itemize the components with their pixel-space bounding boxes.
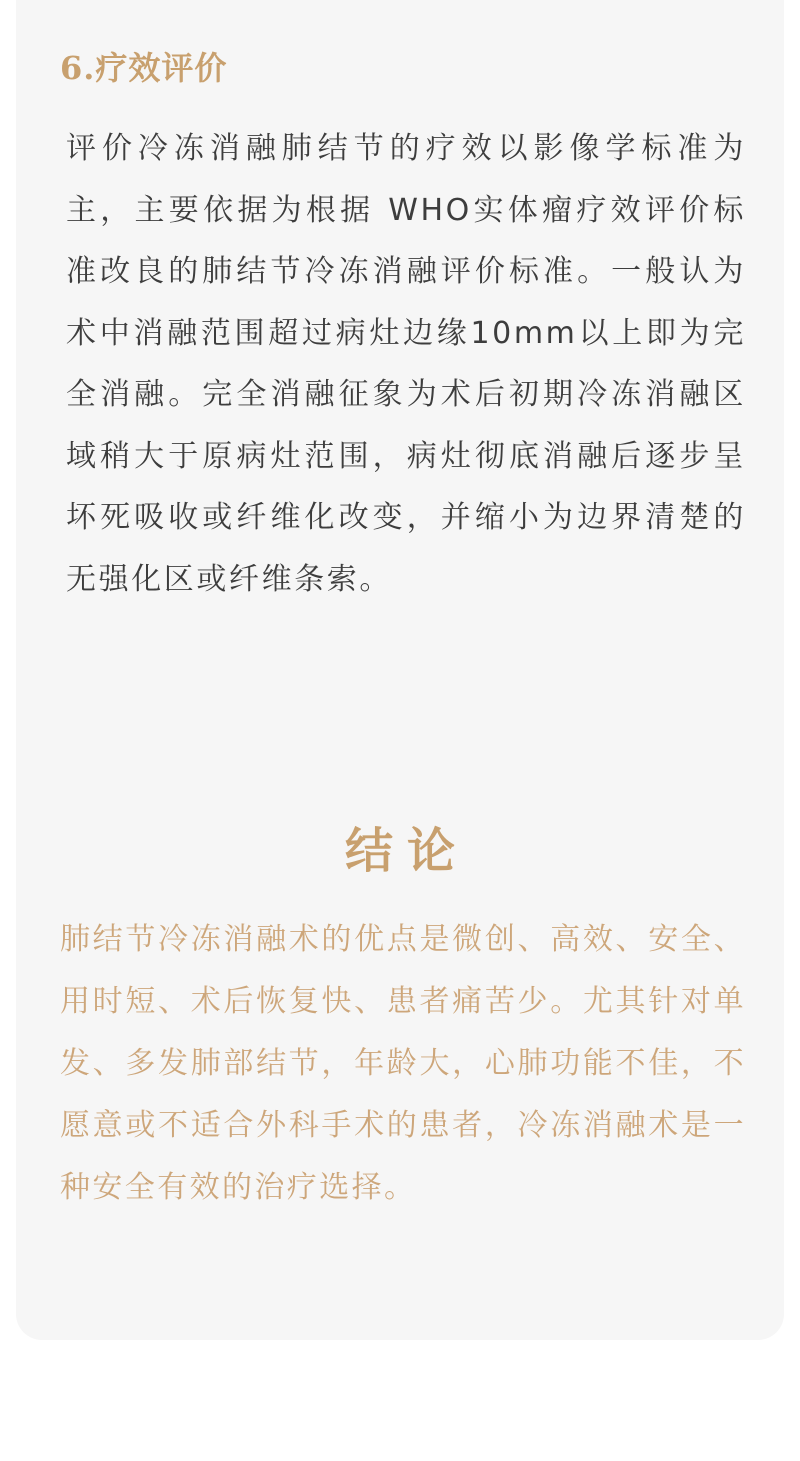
conclusion-title: 结论 (344, 823, 469, 879)
section-body-text: 评价冷冻消融肺结节的疗效以影像学标准为主，主要依据为根据 WHO实体瘤疗效评价标准改良的肺结节冷冻消融评价标准。一般认为术中消融范围超过病灶边缘10mm以上即为完全消融。完全消融征象为术后初期冷冻消融区域稍大于原病灶范围，病灶彻底消融后逐步呈坏死吸收或纤维化改变，并缩小为边界清楚的无强化区或纤维条索。 (66, 131, 746, 597)
conclusion-body-text: 肺结节冷冻消融术的优点是微创、高效、安全、用时短、术后恢复快、患者痛苦少。尤其针对单发、多发肺部结节，年龄大，心肺功能不佳，不愿意或不适合外科手术的患者，冷冻消融术是一种安全有效的治疗选择。 (60, 922, 746, 1205)
section-title: 6.疗效评价 (60, 49, 228, 87)
